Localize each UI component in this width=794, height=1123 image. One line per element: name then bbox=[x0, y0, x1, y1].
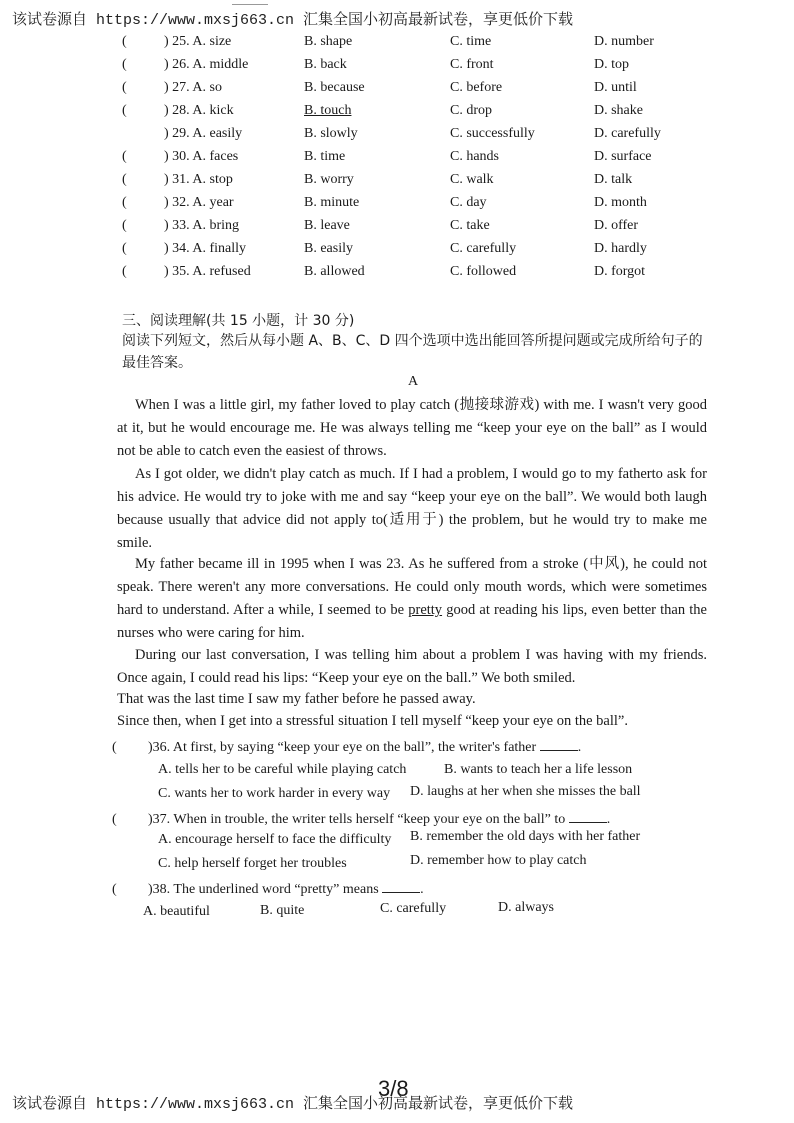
option-c: C. carefully bbox=[380, 901, 447, 916]
option-b: B. touch bbox=[304, 103, 352, 118]
option-row bbox=[122, 149, 702, 171]
option-row bbox=[122, 218, 702, 240]
option-b: B. easily bbox=[304, 241, 353, 256]
question-stem: )36. At first, by saying “keep your eye on the ball”, the writer's father bbox=[148, 740, 537, 755]
option-c: C. wants her to work harder in every way bbox=[158, 786, 391, 801]
option-a: ) 30. A. faces bbox=[164, 149, 239, 164]
underlined-word: pretty bbox=[408, 602, 443, 618]
answer-blank bbox=[569, 810, 607, 823]
option-a: ) 25. A. size bbox=[164, 34, 232, 49]
page-number: 3/8 bbox=[378, 1076, 409, 1101]
question-37: ( )37. When in trouble, the writer tells herself “keep your eye on the ball” to . bbox=[112, 812, 611, 827]
section-instructions: 阅读下列短文，然后从每小题 A、B、C、D 四个选项中选出能回答所提问题或完成所给句子的最佳答案。 bbox=[122, 333, 703, 371]
question-stem: )38. The underlined word “pretty” means bbox=[148, 882, 379, 897]
option-a: A. encourage herself to face the difficulty bbox=[158, 832, 392, 847]
option-d: D. laughs at her when she misses the ball bbox=[410, 784, 641, 799]
option-row bbox=[122, 241, 702, 263]
passage-letter: A bbox=[408, 374, 419, 389]
option-a: A. beautiful bbox=[143, 904, 210, 919]
option-b: B. back bbox=[304, 57, 347, 72]
paragraph-text: When I was a little girl, my father loved to play catch (抛接球游戏) with me. I wasn't very good at it, but he would encourage me. He was always telling me “keep your eye on the ball” as I would not be able to catch even the easiest of throws. bbox=[117, 397, 707, 459]
watermark-top: 该试卷源自 https://www.mxsj663.cn 汇集全国小初高最新试卷，享更低价下载 bbox=[12, 12, 574, 29]
option-d: D. hardly bbox=[594, 241, 647, 256]
option-d: D. top bbox=[594, 57, 629, 72]
option-a: ) 33. A. bring bbox=[164, 218, 240, 233]
option-row bbox=[122, 34, 702, 56]
option-a: ) 34. A. finally bbox=[164, 241, 247, 256]
option-b: B. worry bbox=[304, 172, 354, 187]
option-a: ) 28. A. kick bbox=[164, 103, 234, 118]
option-d: D. remember how to play catch bbox=[410, 853, 587, 868]
option-row bbox=[122, 80, 702, 102]
option-d: D. until bbox=[594, 80, 637, 95]
option-a: ) 35. A. refused bbox=[164, 264, 251, 279]
question-36: ( )36. At first, by saying “keep your eye on the ball”, the writer's father . bbox=[112, 740, 582, 755]
option-d: D. offer bbox=[594, 218, 639, 233]
passage-paragraph bbox=[117, 394, 707, 463]
option-d: D. forgot bbox=[594, 264, 646, 279]
option-a: ) 31. A. stop bbox=[164, 172, 233, 187]
answer-paren: ( bbox=[122, 172, 127, 187]
option-c: C. followed bbox=[450, 264, 517, 279]
option-b: B. time bbox=[304, 149, 346, 164]
option-c: C. hands bbox=[450, 149, 499, 164]
paragraph-text: My father became ill in 1995 when I was 23. As he suffered from a stroke (中风), he could not speak. There weren't any more conversations. He could only mouth words, which were sometimes hard to understand. After a while, I seemed to be bbox=[117, 556, 707, 618]
option-c: C. before bbox=[450, 80, 503, 95]
option-row bbox=[122, 264, 702, 286]
option-b: B. because bbox=[304, 80, 365, 95]
answer-paren: ( bbox=[122, 264, 127, 279]
passage-paragraph bbox=[117, 553, 707, 645]
option-c: C. walk bbox=[450, 172, 494, 187]
answer-paren: ( bbox=[122, 34, 127, 49]
option-b: B. quite bbox=[260, 903, 305, 918]
option-c: C. day bbox=[450, 195, 487, 210]
option-b: B. slowly bbox=[304, 126, 358, 141]
option-b: B. allowed bbox=[304, 264, 365, 279]
option-d: D. always bbox=[498, 900, 554, 915]
option-a: ) 27. A. so bbox=[164, 80, 222, 95]
answer-paren: ( bbox=[122, 103, 127, 118]
answer-blank bbox=[382, 880, 420, 893]
option-d: D. carefully bbox=[594, 126, 661, 141]
answer-paren: ( bbox=[122, 218, 127, 233]
option-b: B. leave bbox=[304, 218, 350, 233]
answer-paren: ( bbox=[122, 80, 127, 95]
passage-paragraph: Since then, when I get into a stressful situation I tell myself “keep your eye on the ball”. bbox=[117, 713, 628, 729]
option-row bbox=[122, 103, 702, 125]
option-d: D. shake bbox=[594, 103, 643, 118]
answer-paren: ( bbox=[122, 241, 127, 256]
option-c: C. successfully bbox=[450, 126, 535, 141]
option-d: D. number bbox=[594, 34, 654, 49]
paragraph-text: As I got older, we didn't play catch as much. If I had a problem, I would go to my fatherto ask for his advice. He would try to joke with me and say “keep your eye on the ball”. We would both laugh because usually that advice did not apply to(适用于) the problem, but he would try to make me smile. bbox=[117, 466, 707, 551]
option-row bbox=[122, 172, 702, 194]
option-d: D. talk bbox=[594, 172, 633, 187]
option-b: B. wants to teach her a life lesson bbox=[444, 762, 633, 777]
paragraph-text: good at reading his lips, even better than the nurses who were caring for him. bbox=[117, 602, 707, 641]
option-row bbox=[122, 57, 702, 79]
option-b: B. minute bbox=[304, 195, 360, 210]
passage-paragraph bbox=[117, 463, 707, 555]
question-stem: )37. When in trouble, the writer tells herself “keep your eye on the ball” to bbox=[148, 812, 566, 827]
passage-paragraph: That was the last time I saw my father before he passed away. bbox=[117, 691, 476, 707]
option-a: ) 29. A. easily bbox=[164, 126, 243, 141]
option-row bbox=[122, 126, 702, 148]
answer-paren: ( bbox=[122, 57, 127, 72]
answer-paren: ( bbox=[122, 195, 127, 210]
passage-paragraph bbox=[117, 644, 707, 690]
option-a: A. tells her to be careful while playing catch bbox=[158, 762, 407, 777]
question-38: ( )38. The underlined word “pretty” means . bbox=[112, 882, 424, 897]
option-row bbox=[122, 195, 702, 217]
option-c: C. take bbox=[450, 218, 490, 233]
option-b: B. shape bbox=[304, 34, 353, 49]
option-d: D. month bbox=[594, 195, 647, 210]
paragraph-text: During our last conversation, I was telling him about a problem I was having with my friends. Once again, I could read his lips: “Keep your eye on the ball.” We both smiled. bbox=[117, 647, 707, 686]
option-b: B. remember the old days with her father bbox=[410, 829, 641, 844]
option-c: C. drop bbox=[450, 103, 492, 118]
option-d: D. surface bbox=[594, 149, 652, 164]
answer-blank bbox=[540, 738, 578, 751]
watermark-bottom: 该试卷源自 https://www.mxsj663.cn 汇集全国小初高最新试卷，享更低价下载 bbox=[12, 1096, 574, 1113]
option-c: C. help herself forget her troubles bbox=[158, 856, 347, 871]
answer-paren: ( bbox=[122, 149, 127, 164]
scan-mark bbox=[232, 4, 268, 5]
section-heading: 三、阅读理解(共 15 小题，计 30 分) bbox=[122, 313, 355, 329]
option-c: C. time bbox=[450, 34, 492, 49]
option-a: ) 26. A. middle bbox=[164, 57, 249, 72]
option-c: C. carefully bbox=[450, 241, 517, 256]
option-c: C. front bbox=[450, 57, 494, 72]
option-a: ) 32. A. year bbox=[164, 195, 234, 210]
